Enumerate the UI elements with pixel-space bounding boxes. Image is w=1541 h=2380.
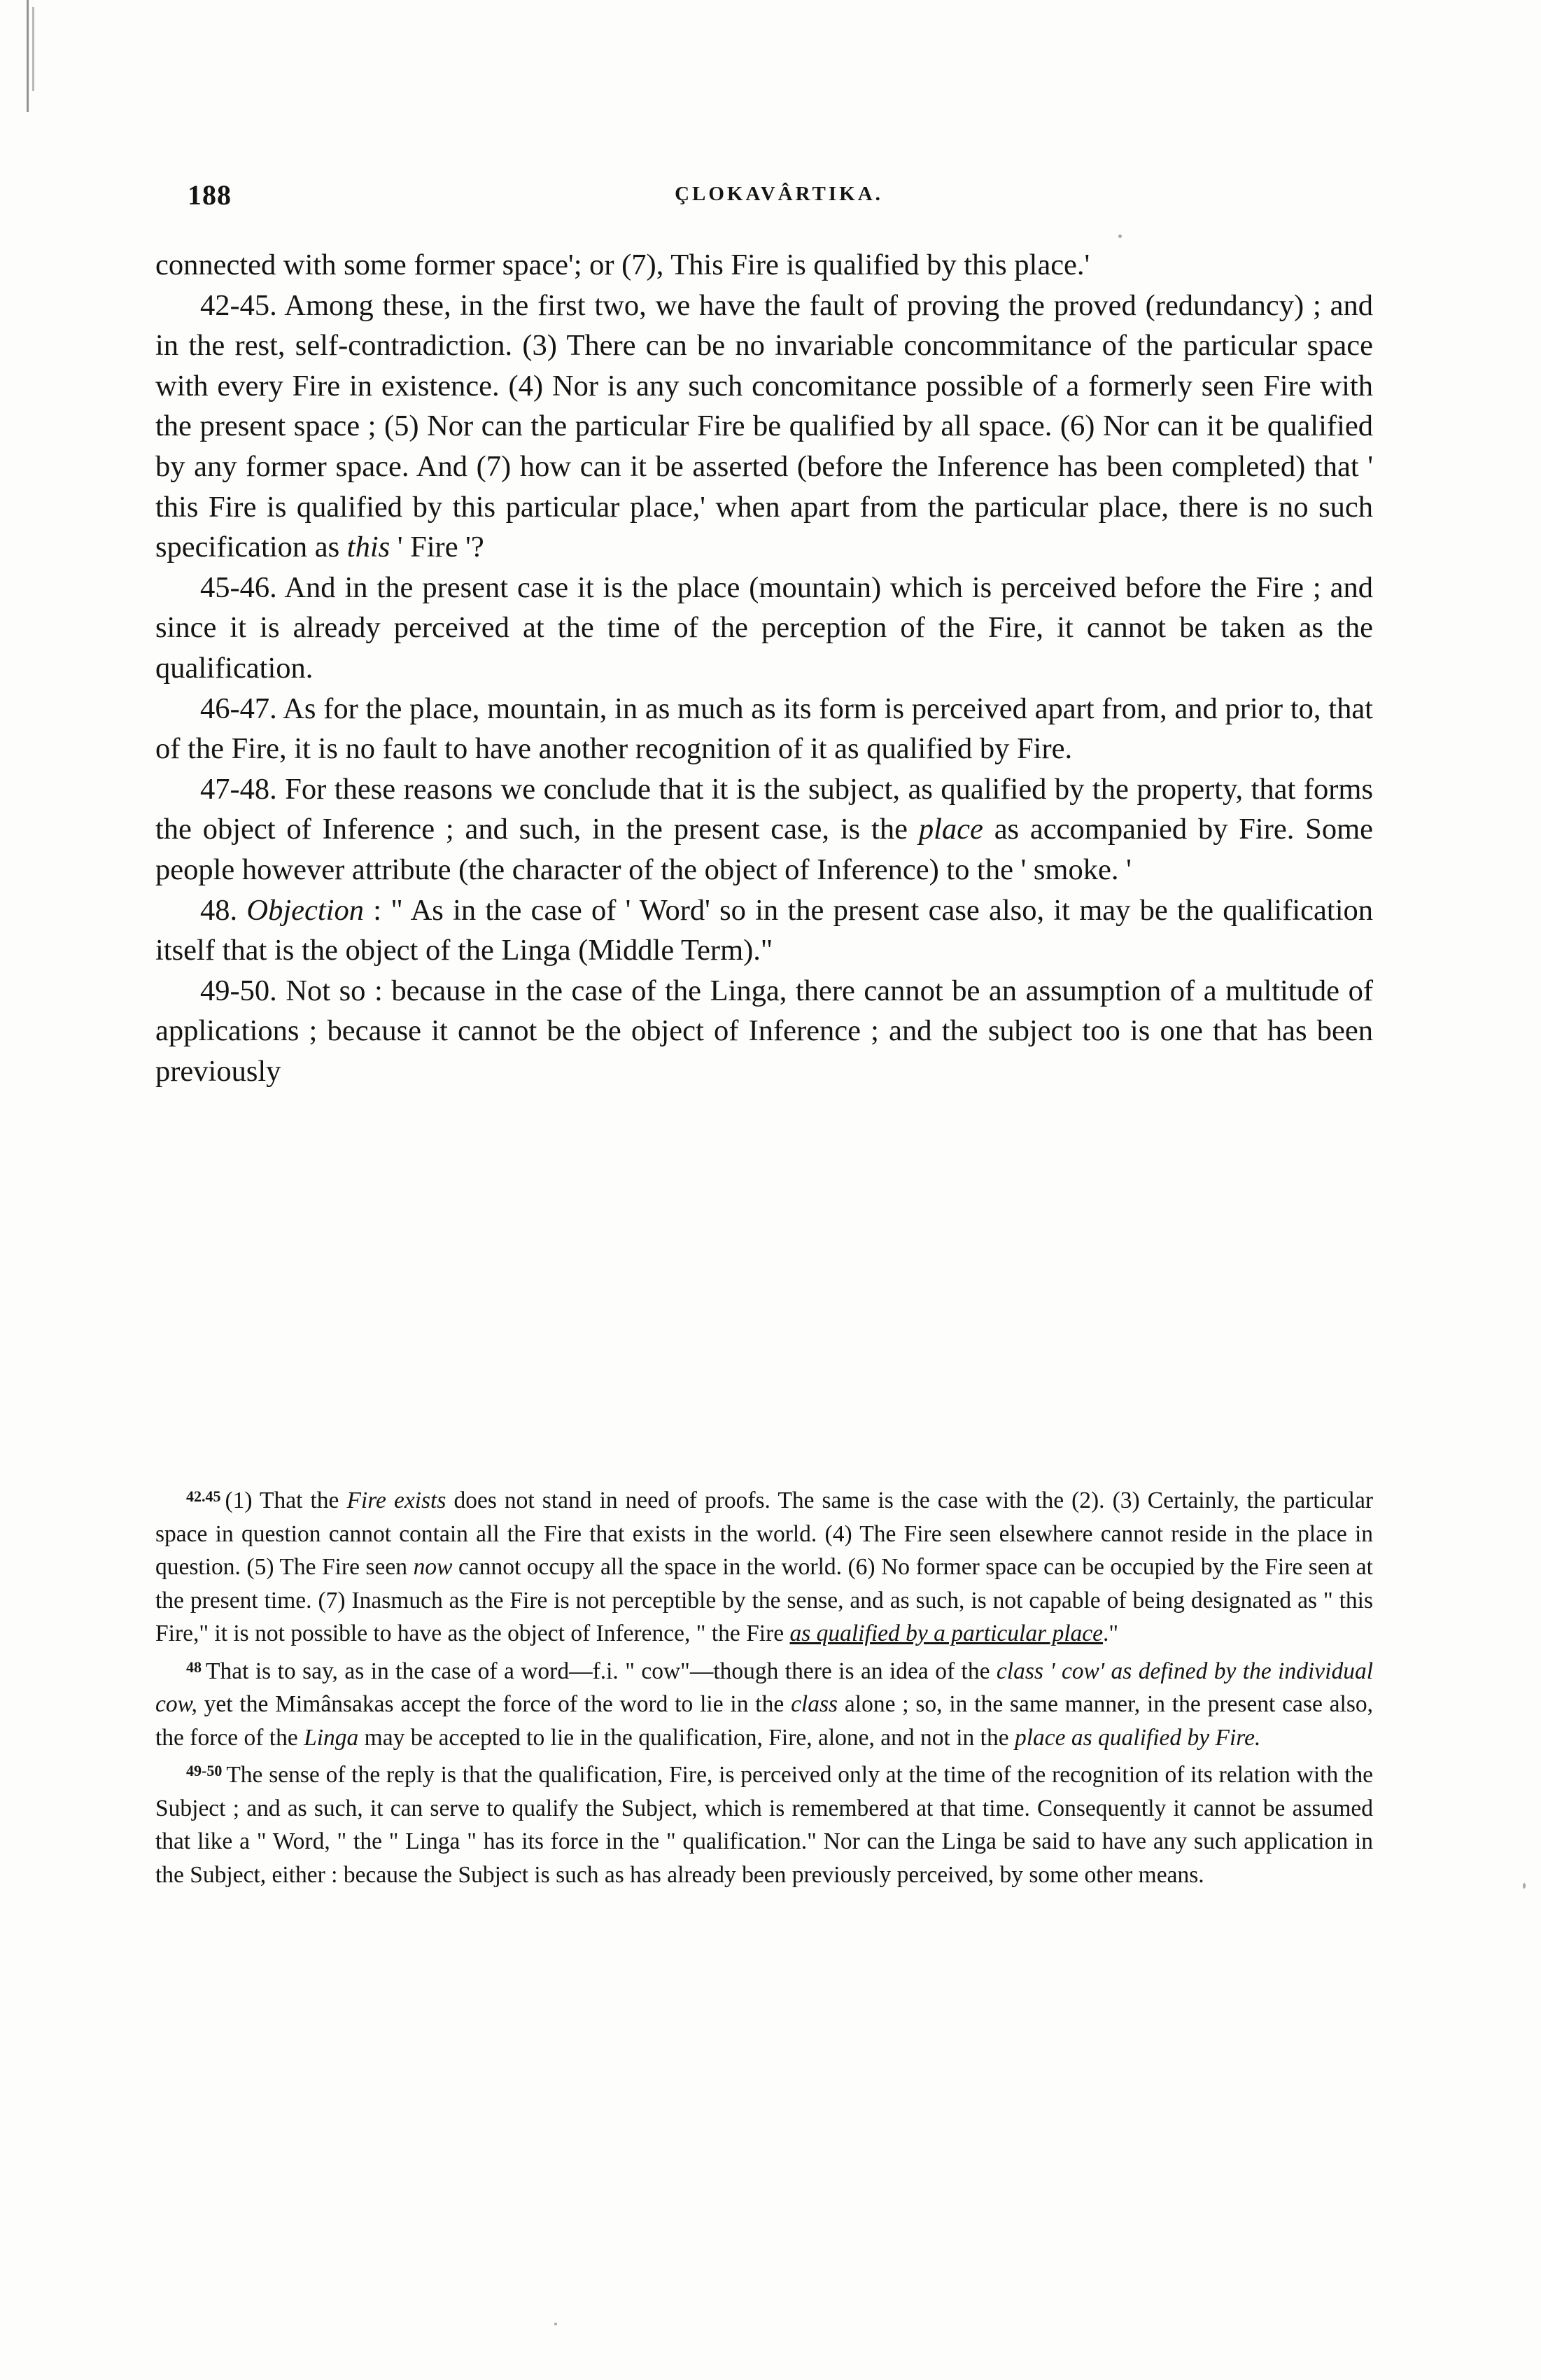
text-segment: may be accepted to lie in the qualification, Fire, alone, and not in the	[358, 1724, 1015, 1751]
text-segment: class	[791, 1691, 838, 1717]
scan-edge-line	[27, 0, 29, 112]
text-segment: 49-50. Not so : because in the case of the Linga, there cannot be an assumption of a multitude of applications ; because it cannot be the object of Inference ; and the subject too is one that has been previously	[155, 974, 1373, 1088]
footnote-marker: 42.45	[186, 1488, 221, 1505]
text-segment: Objection	[246, 893, 364, 927]
scan-speck	[1118, 234, 1122, 238]
footnote	[155, 1480, 1373, 1651]
scan-speck	[554, 2323, 557, 2325]
page-header	[188, 178, 1370, 220]
text-segment: this	[346, 531, 390, 564]
paragraph	[155, 971, 1373, 1092]
text-segment: cannot occupy all the space in the world. (6) No former space can be occupied by the Fire seen at the present time. (7) Inasmuch as the Fire is not perceptible by the sense, and as such, is not capable of being designated as " this Fire," it is not possible to have as the object of Inference, " the Fire	[155, 1554, 1373, 1646]
paragraph	[155, 689, 1373, 769]
text-segment: 48.	[200, 893, 247, 927]
scan-edge-line	[32, 7, 34, 91]
text-segment: ' Fire '?	[390, 531, 484, 564]
text-segment: : " As in the case of ' Word' so in the present case also, it may be the qualification itself that is the object of the Linga (Middle Term)."	[155, 893, 1374, 967]
text-segment: 45-46. And in the present case it is the place (mountain) which is perceived before the Fire ; and since it is already perceived at the time of the perception of the Fire, it cannot be taken as the qualification.	[155, 570, 1373, 685]
text-segment: connected with some former space'; or (7), This Fire is qualified by this place.'	[155, 248, 1090, 281]
paragraph	[155, 769, 1373, 890]
scan-speck	[1523, 1883, 1526, 1889]
text-segment: 46-47. As for the place, mountain, in as much as its form is perceived apart from, and prior to, that of the Fire, it is no fault to have another recognition of it as qualified by Fire.	[155, 692, 1373, 766]
text-segment: That is to say, as in the case of a word—f.i. " cow"—though there is an idea of the	[206, 1658, 997, 1684]
text-segment: does not stand in need of proofs. The same is the case with the (2). (3) Certainly, the particular space in question cannot contain all the Fire that exists in the world. (4) The Fire seen elsewhere cannot reside in the place in question. (5) The Fire seen	[155, 1488, 1373, 1580]
text-segment: alone ; so, in the same manner, in the present case also, the force of the	[155, 1691, 1373, 1751]
text-segment: The sense of the reply is that the qualification, Fire, is perceived only at the time of the recognition of its relation with the Subject ; and as such, it can serve to qualify the Subject, which is remembered at that time. Consequently it cannot be assumed that like a " Word, " the " Linga " has its force in the " qualification." Nor can the Linga be said to have any such application in the Subject, either : because the Subject is such as has already been previously perceived, by some other means.	[155, 1762, 1373, 1888]
text-segment: place as qualified by Fire.	[1014, 1724, 1261, 1751]
footnote-marker: 48	[186, 1658, 202, 1676]
text-segment: Linga	[304, 1724, 359, 1751]
paragraph	[155, 286, 1373, 568]
page-number: 188	[188, 179, 232, 211]
text-segment: 42-45. Among these, in the first two, we have the fault of proving the proved (redundancy) ; and in the rest, self-contradiction. (3) There can be no invariable concommitance of the particular space with every Fire in existence. (4) Nor is any such concomitance possible of a formerly seen Fire with the present space ; (5) Nor can the particular Fire be qualified by all space. (6) Nor can it be qualified by any former space. And (7) how can it be asserted (before the Inference has been completed) that ' this Fire is qualified by this particular place,' when apart from the particular place, there is no such specification as	[155, 288, 1373, 564]
paragraph	[155, 568, 1373, 689]
footnotes	[155, 1480, 1373, 1891]
paragraph	[155, 890, 1373, 971]
footnote	[155, 1651, 1373, 1755]
text-segment: yet the Mimânsakas accept the force of the word to lie in the	[197, 1691, 791, 1717]
text-segment: now	[413, 1554, 453, 1580]
footnote-marker: 49-50	[186, 1762, 223, 1779]
text-segment: Fire exists	[346, 1488, 446, 1513]
text-segment: class ' cow' as defined by the individual cow,	[155, 1658, 1373, 1717]
text-segment: 47-48. For these reasons we conclude that it is the subject, as qualified by the property, that forms the object of Inference ; and such, in the present case, is the	[155, 772, 1373, 846]
text-segment: as accompanied by Fire. Some people however attribute (the character of the object of Inference) to the ' smoke. '	[155, 813, 1373, 886]
text-segment: ."	[1103, 1620, 1119, 1646]
text-segment: place	[918, 813, 983, 846]
main-text	[155, 245, 1373, 1091]
footnote	[155, 1754, 1373, 1891]
text-segment: as qualified by a particular place	[789, 1620, 1104, 1646]
paragraph	[155, 245, 1373, 286]
text-segment: (1) That the	[225, 1488, 347, 1513]
running-title: ÇLOKAVÂRTIKA.	[675, 183, 883, 205]
